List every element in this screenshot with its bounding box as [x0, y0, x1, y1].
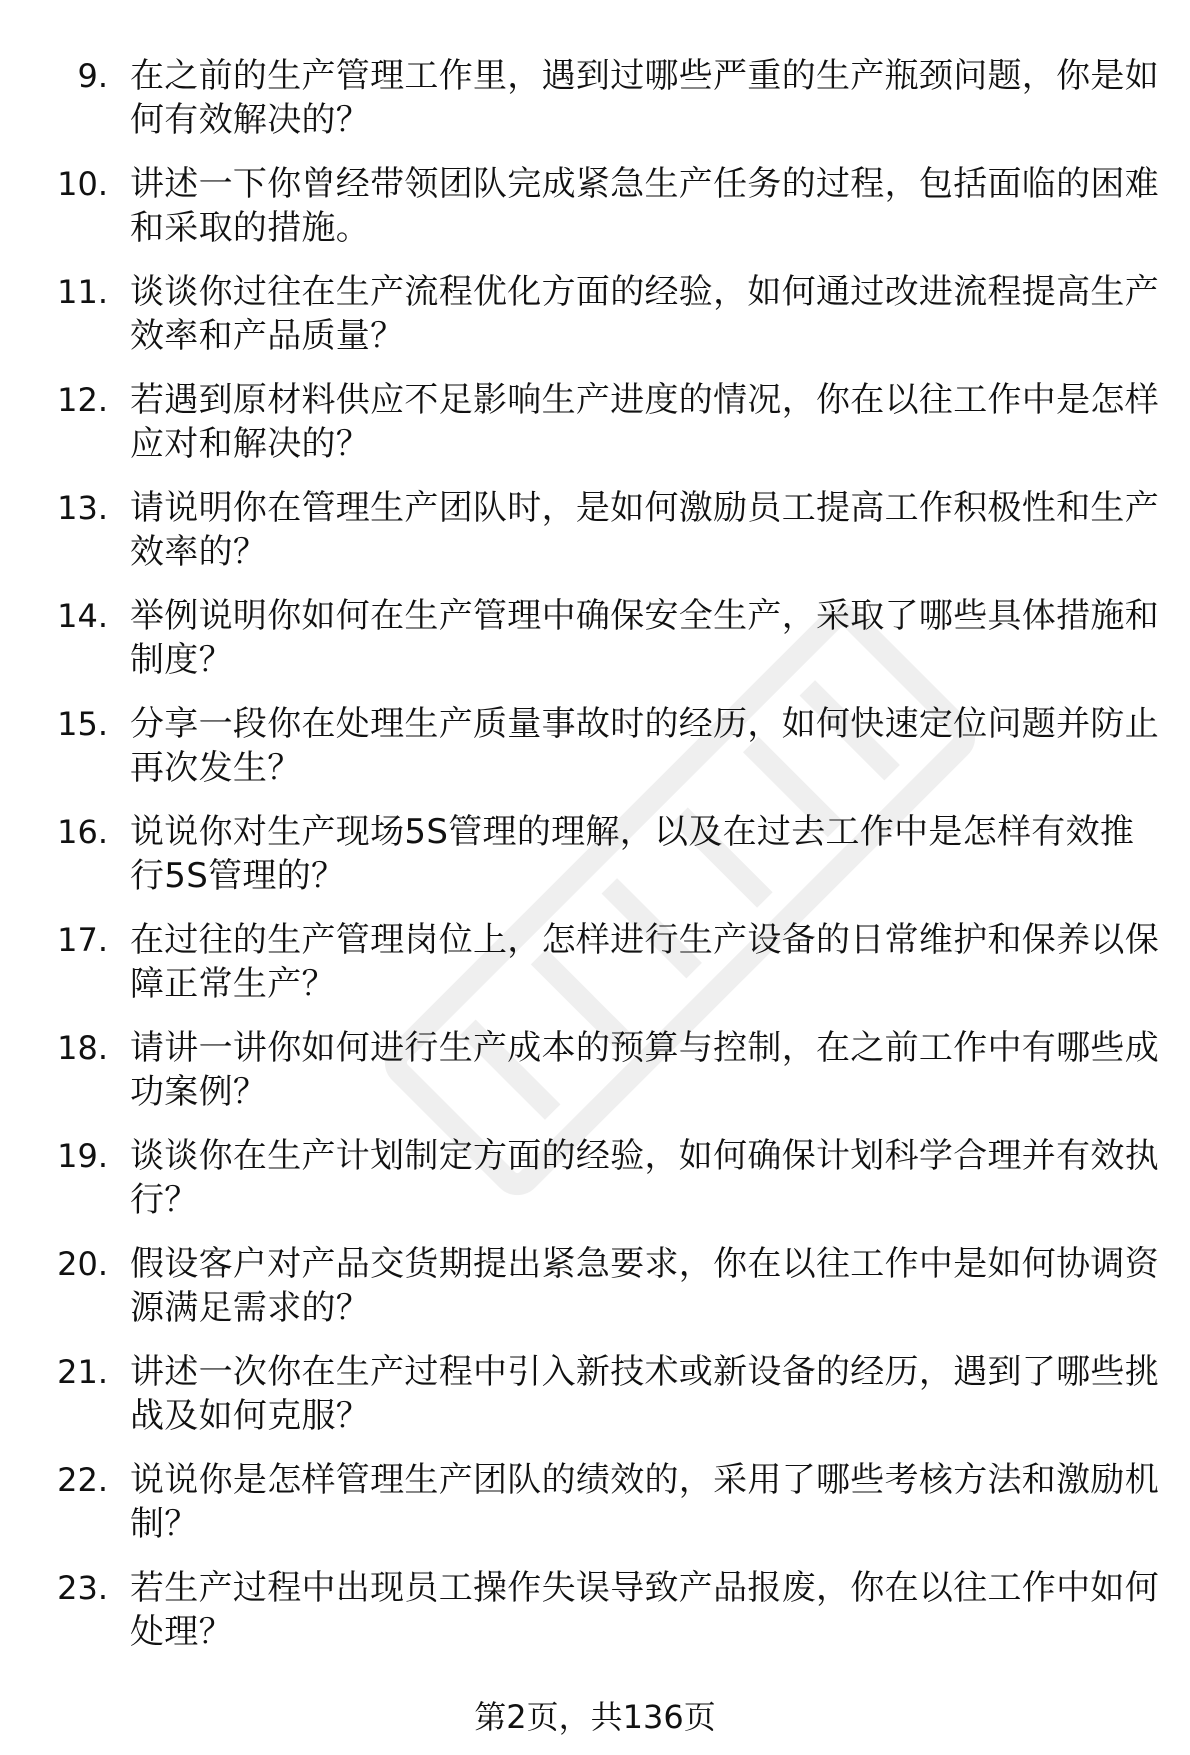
question-text: 在过往的生产管理岗位上，怎样进行生产设备的日常维护和保养以保障正常生产？ — [130, 920, 1159, 1004]
question-number: 17. — [57, 921, 108, 959]
question-text: 请讲一讲你如何进行生产成本的预算与控制，在之前工作中有哪些成功案例？ — [130, 1028, 1159, 1112]
question-text: 假设客户对产品交货期提出紧急要求，你在以往工作中是如何协调资源满足需求的？ — [130, 1244, 1159, 1328]
question-number: 11. — [57, 273, 108, 311]
list-item — [0, 918, 1190, 1026]
question-number: 21. — [57, 1353, 108, 1391]
page-footer: 第2页，共136页 — [474, 1698, 716, 1736]
question-number: 14. — [57, 597, 108, 635]
question-number: 16. — [57, 813, 108, 851]
question-text: 讲述一下你曾经带领团队完成紧急生产任务的过程，包括面临的困难和采取的措施。 — [130, 164, 1159, 248]
list-item — [0, 1026, 1190, 1134]
question-text: 举例说明你如何在生产管理中确保安全生产，采取了哪些具体措施和制度？ — [130, 596, 1159, 680]
question-text: 谈谈你在生产计划制定方面的经验，如何确保计划科学合理并有效执行？ — [130, 1136, 1159, 1220]
list-item — [0, 54, 1190, 162]
question-text: 若遇到原材料供应不足影响生产进度的情况，你在以往工作中是怎样应对和解决的？ — [130, 380, 1159, 464]
question-number: 15. — [57, 705, 108, 743]
list-item — [0, 1350, 1190, 1458]
list-item — [0, 162, 1190, 270]
question-number: 13. — [57, 489, 108, 527]
list-item — [0, 1134, 1190, 1242]
question-text: 分享一段你在处理生产质量事故时的经历，如何快速定位问题并防止再次发生？ — [130, 704, 1159, 788]
list-item — [0, 1566, 1190, 1674]
question-text: 谈谈你过往在生产流程优化方面的经验，如何通过改进流程提高生产效率和产品质量？ — [130, 272, 1159, 356]
list-item — [0, 810, 1190, 918]
list-item — [0, 270, 1190, 378]
question-number: 22. — [57, 1461, 108, 1499]
question-list — [0, 54, 1190, 1674]
question-text: 说说你对生产现场5S管理的理解，以及在过去工作中是怎样有效推行5S管理的？ — [130, 812, 1135, 896]
list-item — [0, 594, 1190, 702]
question-number: 10. — [57, 165, 108, 203]
question-number: 18. — [57, 1029, 108, 1067]
question-text: 讲述一次你在生产过程中引入新技术或新设备的经历，遇到了哪些挑战及如何克服？ — [130, 1352, 1159, 1436]
question-number: 23. — [57, 1569, 108, 1607]
list-item — [0, 486, 1190, 594]
question-text: 说说你是怎样管理生产团队的绩效的，采用了哪些考核方法和激励机制？ — [130, 1460, 1159, 1544]
list-item — [0, 1242, 1190, 1350]
list-item — [0, 702, 1190, 810]
question-number: 9. — [77, 57, 108, 95]
list-item — [0, 1458, 1190, 1566]
question-text: 请说明你在管理生产团队时，是如何激励员工提高工作积极性和生产效率的？ — [130, 488, 1159, 572]
question-number: 19. — [57, 1137, 108, 1175]
question-number: 20. — [57, 1245, 108, 1283]
question-text: 若生产过程中出现员工操作失误导致产品报废，你在以往工作中如何处理？ — [130, 1568, 1159, 1652]
question-text: 在之前的生产管理工作里，遇到过哪些严重的生产瓶颈问题，你是如何有效解决的？ — [130, 56, 1159, 140]
question-number: 12. — [57, 381, 108, 419]
list-item — [0, 378, 1190, 486]
